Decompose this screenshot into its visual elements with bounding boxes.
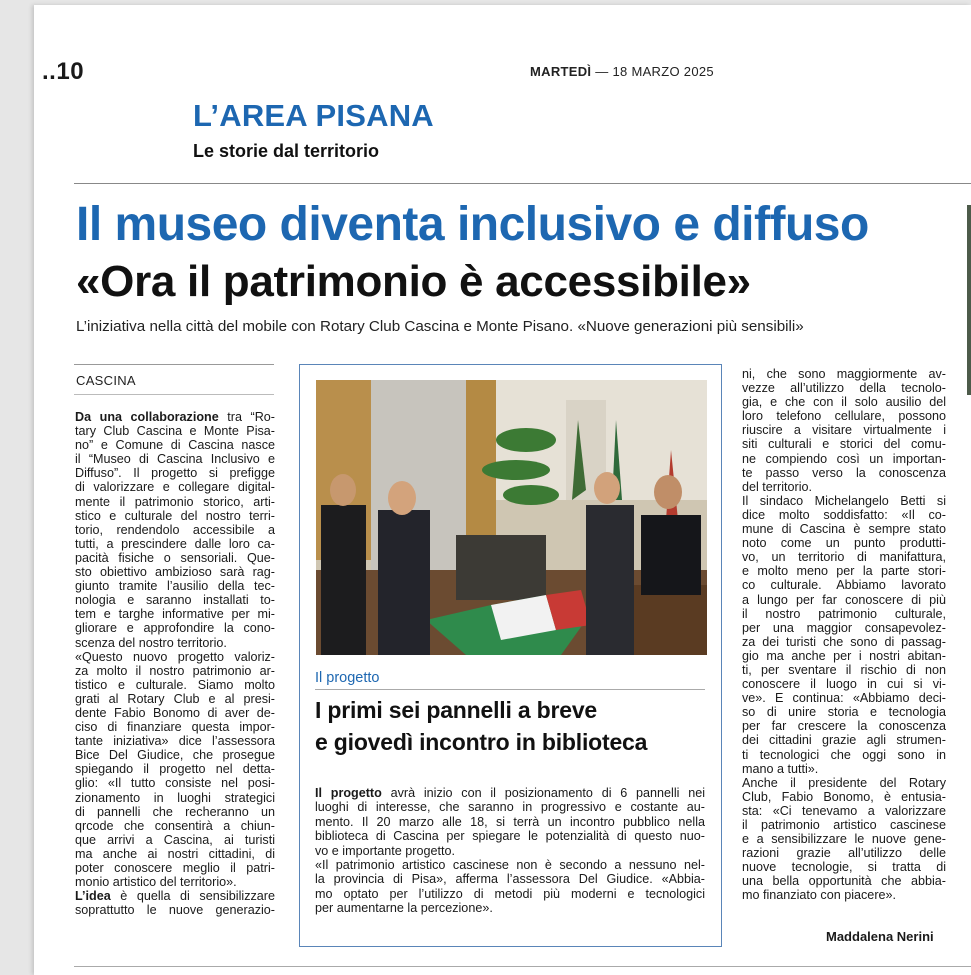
text-line: dente Fabio Bonomo di aver de-: [75, 705, 275, 720]
text-line: monio artistico del territorio».: [75, 875, 237, 890]
box-body: [315, 786, 705, 916]
text-line: ti tecnologici che oggi sono in: [742, 747, 946, 762]
text-line: soprattutto le nuove generazio-: [75, 903, 275, 918]
text-line: ti, per sventare il rischio di non: [742, 662, 946, 677]
section-subtitle: Le storie dal territorio: [193, 141, 380, 161]
text-line: gia, e che con il solo ausilio del: [742, 395, 946, 410]
text-line: no” e Comune di Cascina nasce: [75, 438, 275, 453]
text-line: qrcode che consentirà a chiun-: [75, 818, 275, 833]
text-line: razioni grazie all’utilizzo delle: [742, 846, 946, 861]
header-divider: [74, 183, 971, 184]
text-line: Il progetto avrà inizio con il posizionamento di 6 pannelli nei: [315, 786, 706, 800]
text-line: scenza del nostro territorio.: [75, 635, 227, 650]
text-line: gio ma anche per i nostri abitan-: [742, 648, 946, 663]
text-line: «Il patrimonio artistico cascinese non è secondo a nessuno nel-: [315, 858, 705, 873]
text-line: L’idea è quella di sensibilizzare: [75, 889, 275, 904]
location-rule-top: [74, 364, 274, 365]
text-line: co culturale. Abbiamo lavorato: [742, 578, 946, 593]
photo-group-portrait: [316, 380, 707, 655]
section-title: L’AREA PISANA: [193, 98, 434, 133]
text-line: ni, che sono maggiormente av-: [742, 367, 946, 381]
text-line: vezze all’utilizzo della tecnolo-: [742, 381, 946, 396]
article-column-1: [75, 410, 275, 917]
text-line: dice molto soddisfatto: «Il co-: [742, 507, 946, 522]
text-line: e molto meno per la parte stori-: [742, 564, 946, 579]
text-line: il “Museo di Cascina Inclusivo e: [75, 452, 275, 467]
box-kicker-rule: [315, 689, 705, 690]
text-line: pacità fisiche o sensoriali. Que-: [75, 550, 275, 565]
text-line: biblioteca di Cascina per spiegare le potenzialità di questo nuo-: [315, 829, 705, 844]
standfirst: L’iniziativa nella città del mobile con Rotary Club Cascina e Monte Pisano. «Nuove generazioni più sensibili»: [76, 318, 804, 335]
text-line: ve». E continua: «Abbiamo deci-: [742, 691, 946, 706]
text-line: torio, rendendolo accessibile a: [75, 522, 275, 537]
text-line: ciso di finanziare questa impor-: [75, 720, 275, 735]
text-line: glio: «Il tutto consiste nel posi-: [75, 776, 275, 791]
text-line: noto come un punto produtti-: [742, 536, 946, 551]
box-headline-line1: I primi sei pannelli a breve: [315, 697, 598, 723]
adjacent-page-photo-edge: [967, 205, 971, 395]
text-line: que arrivi a Cascina, ai turisti: [75, 832, 275, 847]
text-line: tem e targhe informative per mi-: [75, 607, 275, 622]
text-line: il nostro patrimonio culturale,: [742, 606, 946, 621]
text-line: ma anche ai nostri cittadini, di: [75, 846, 275, 861]
headline: Il museo diventa inclusivo e diffuso: [76, 198, 869, 251]
text-line: luoghi di interesse, che saranno in progressivo e costante au-: [315, 800, 705, 815]
text-line: tary Club Cascina e Monte Pisa-: [75, 424, 275, 439]
text-line: Anche il presidente del Rotary: [742, 775, 946, 790]
text-line: la provincia di Pisa», afferma l’assessora Del Giudice. «Abbia-: [315, 872, 705, 887]
text-line: conoscere il luogo in cui si vi-: [742, 677, 946, 692]
text-line: za molto il nostro patrimonio ar-: [75, 663, 275, 678]
text-line: il patrimonio artistico cascinese: [742, 818, 946, 832]
text-line: ne compiendo così un importan-: [742, 451, 946, 466]
box-headline-line2: e giovedì incontro in biblioteca: [315, 729, 648, 755]
text-line: mo finanziato con piacere».: [742, 888, 897, 903]
text-line: poter conoscere meglio il patri-: [75, 861, 275, 875]
article-photo: [316, 380, 707, 655]
location-rule-bottom: [74, 394, 274, 395]
text-line: dei cittadini grazie agli strumen-: [742, 733, 946, 748]
text-line: vo, un territorio di manifattura,: [742, 550, 946, 565]
text-line: Club, Fabio Bonomo, è entusia-: [742, 789, 946, 804]
text-line: tutti, a prescindere dalle loro ca-: [75, 536, 275, 551]
text-line: tante iniziativa» dice l’assessora: [75, 734, 275, 749]
text-line: vo e importante progetto.: [315, 843, 456, 858]
text-line: nologia e saranno installati to-: [75, 593, 275, 608]
text-line: riuscire a visitare virtualmente i: [742, 423, 946, 438]
text-line: Da una collaborazione tra “Ro-: [75, 410, 275, 424]
text-line: per una maggior consapevolez-: [742, 620, 946, 635]
page-number: ..10: [42, 58, 85, 85]
text-line: nuove tecnologie, si tratta di: [742, 860, 946, 875]
text-line: a lungo per far conoscere di più: [742, 592, 946, 607]
location-label: CASCINA: [76, 373, 136, 388]
text-line: Il sindaco Michelangelo Betti si: [742, 493, 946, 508]
footer-divider: [74, 966, 971, 967]
text-line: siti culturali e storici del comu-: [742, 437, 946, 452]
text-line: zionamento in luoghi strategici: [75, 790, 275, 805]
text-line: una bella opportunità che abbia-: [742, 874, 946, 889]
text-line: za dei turisti che sono di passag-: [742, 634, 946, 649]
text-line: sta: «Ci tenevamo a valorizzare: [742, 803, 946, 818]
text-line: per far crescere la conoscenza: [742, 719, 946, 734]
text-line: te passo verso la conoscenza: [742, 465, 946, 480]
text-line: mune di Cascina è sempre stato: [742, 522, 946, 537]
text-line: spiegando il progetto nel detta-: [75, 762, 275, 777]
text-line: mo optato per l’utilizzo di metodi più moderni e tecnologici: [315, 886, 705, 901]
article-column-3: [742, 367, 946, 903]
text-line: del territorio.: [742, 479, 812, 494]
headline-quote: «Ora il patrimonio è accessibile»: [76, 257, 751, 306]
dateline: MARTEDÌ — 18 MARZO 2025: [530, 64, 714, 79]
text-line: Diffuso”. Il progetto si prefigge: [75, 466, 275, 481]
text-line: gliorare e approfondire la cono-: [75, 621, 275, 636]
text-line: per aumentarne la percezione».: [315, 901, 493, 916]
text-line: mento. Il 20 marzo alle 18, si terrà un incontro pubblico nella: [315, 814, 705, 829]
text-line: grati al Rotary Club e al presi-: [75, 691, 275, 706]
text-line: e a sensibilizzare le nuove gene-: [742, 832, 946, 847]
text-line: mano a tutti».: [742, 761, 819, 776]
text-line: mente il patrimonio storico, arti-: [75, 494, 275, 509]
text-line: stico e culturale del nostro terri-: [75, 508, 275, 523]
box-kicker: Il progetto: [315, 670, 380, 686]
text-line: di valorizzare e collegare digital-: [75, 480, 275, 495]
text-line: loro telefono cellulare, possono: [742, 409, 946, 424]
text-line: sto obiettivo ambizioso sarà rag-: [75, 565, 275, 580]
author-signature: Maddalena Nerini: [826, 929, 934, 944]
text-line: giunto tramite l’ausilio della tec-: [75, 579, 275, 594]
text-line: tistico e culturale. Siamo molto: [75, 677, 275, 692]
text-line: «Questo nuovo progetto valoriz-: [75, 649, 275, 664]
text-line: so di unire storia e tecnologia: [742, 705, 946, 720]
text-line: di pannelli che recheranno un: [75, 804, 275, 819]
text-line: Bice Del Giudice, che prosegue: [75, 748, 275, 763]
